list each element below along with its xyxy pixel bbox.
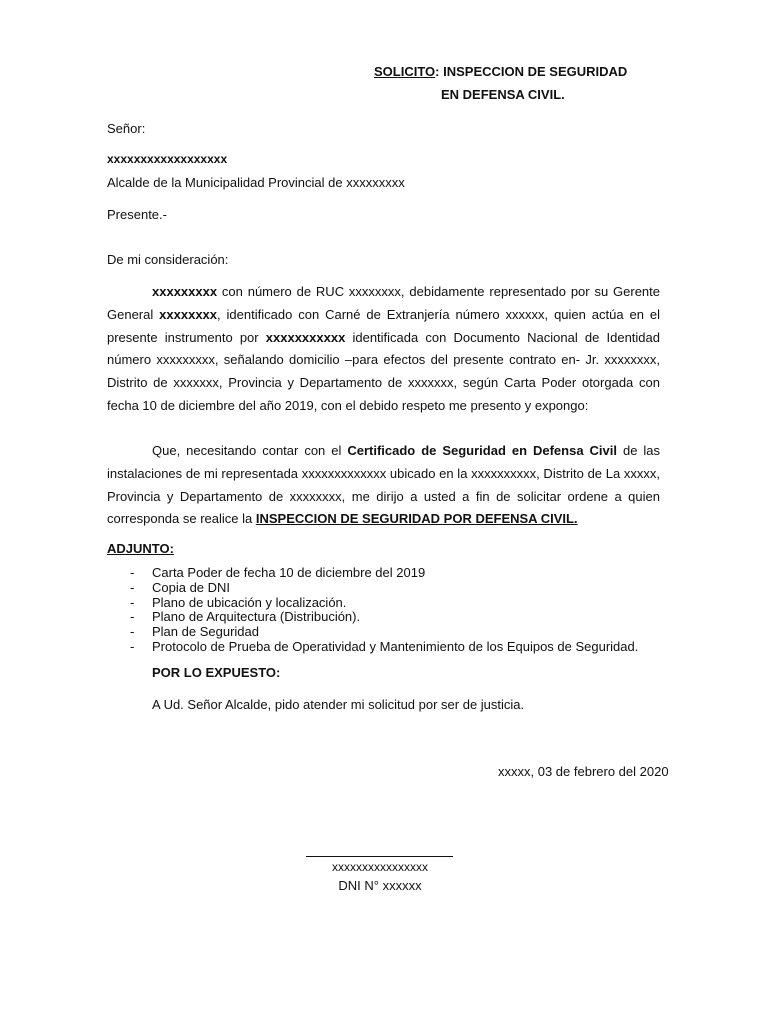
manager-name: xxxxxxxx [159, 306, 218, 322]
bullet-dash: - [130, 624, 135, 640]
paragraph-text: identificada con Documento Nacional de Identidad número xxxxxxxxx, señalando domicilio –para efectos del presente contrato en- Jr. xxxxxxxx, Distrito de xxxxxxx, Provincia y Departamento de xxxxxxx, según Carta Poder otorgada con fecha 10 de diciembre del año 2019, con el debido respeto me presento y expongo: [107, 329, 660, 413]
paragraph-text: , identificado con Carné de Extranjería número xxxxxx, quien actúa en el presente instrumento por [107, 306, 660, 345]
bullet-dash: - [130, 609, 135, 625]
bullet-dash: - [130, 579, 135, 595]
list-item-text: Carta Poder de fecha 10 de diciembre del 2019 [152, 565, 426, 580]
attachments-title: ADJUNTO: [107, 541, 174, 556]
agent-name: xxxxxxxxxxx [265, 329, 346, 345]
subject-label: SOLICITO [374, 64, 436, 79]
date-line: xxxxx, 03 de febrero del 2020 [498, 764, 669, 779]
presente: Presente.- [107, 207, 167, 222]
company-name: xxxxxxxxx [152, 284, 218, 299]
list-item-text: Plan de Seguridad [152, 624, 259, 640]
list-item [107, 596, 638, 611]
list-item-text: Plano de ubicación y localización. [152, 594, 347, 610]
subject-line-2: EN DEFENSA CIVIL. [441, 87, 565, 102]
conclusion-title: POR LO EXPUESTO: [152, 665, 281, 680]
list-item [107, 625, 638, 640]
list-item-text: Copia de DNI [152, 579, 231, 595]
paragraph-text: de las instalaciones de mi representada xxxxxxxxxxxxx ubicado en la xxxxxxxxxx, Distrito de La xxxxx, Provincia y Departamento de xxxxxxxx, me dirijo a usted a fin de solicitar ordene a quien corresponda se realice la [107, 443, 661, 527]
bullet-dash: - [130, 594, 135, 610]
paragraph-request [107, 440, 660, 531]
bullet-dash: - [130, 638, 135, 654]
paragraph-introduction [107, 281, 660, 418]
inspection-request: INSPECCION DE SEGURIDAD POR DEFENSA CIVIL. [255, 511, 578, 527]
list-item [107, 610, 638, 625]
paragraph-text: Que, necesitando contar con el [152, 443, 348, 458]
attachments-list [107, 566, 638, 655]
list-item [107, 566, 638, 581]
salutation: De mi consideración: [107, 252, 229, 267]
addressee-name: xxxxxxxxxxxxxxxxxx [107, 152, 228, 166]
list-item [107, 581, 638, 596]
list-item-text: Plano de Arquitectura (Distribución). [152, 609, 361, 625]
list-item [107, 640, 638, 655]
signer-dni: DNI N° xxxxxx [338, 878, 422, 893]
signer-name: xxxxxxxxxxxxxxxx [332, 860, 428, 874]
signature-line [306, 856, 453, 857]
subject-line-1 [374, 64, 627, 79]
closing-text: A Ud. Señor Alcalde, pido atender mi solicitud por ser de justicia. [152, 697, 525, 712]
addressee-title: Alcalde de la Municipalidad Provincial de xxxxxxxxx [107, 175, 405, 190]
greeting: Señor: [107, 121, 146, 136]
subject-text: : INSPECCION DE SEGURIDAD [435, 64, 628, 79]
bullet-dash: - [130, 565, 135, 580]
list-item-text: Protocolo de Prueba de Operatividad y Mantenimiento de los Equipos de Seguridad. [152, 638, 639, 654]
paragraph-text: con número de RUC xxxxxxxx, debidamente representado por su Gerente General [107, 284, 660, 322]
certificate-name: Certificado de Seguridad en Defensa Civil [347, 443, 617, 458]
